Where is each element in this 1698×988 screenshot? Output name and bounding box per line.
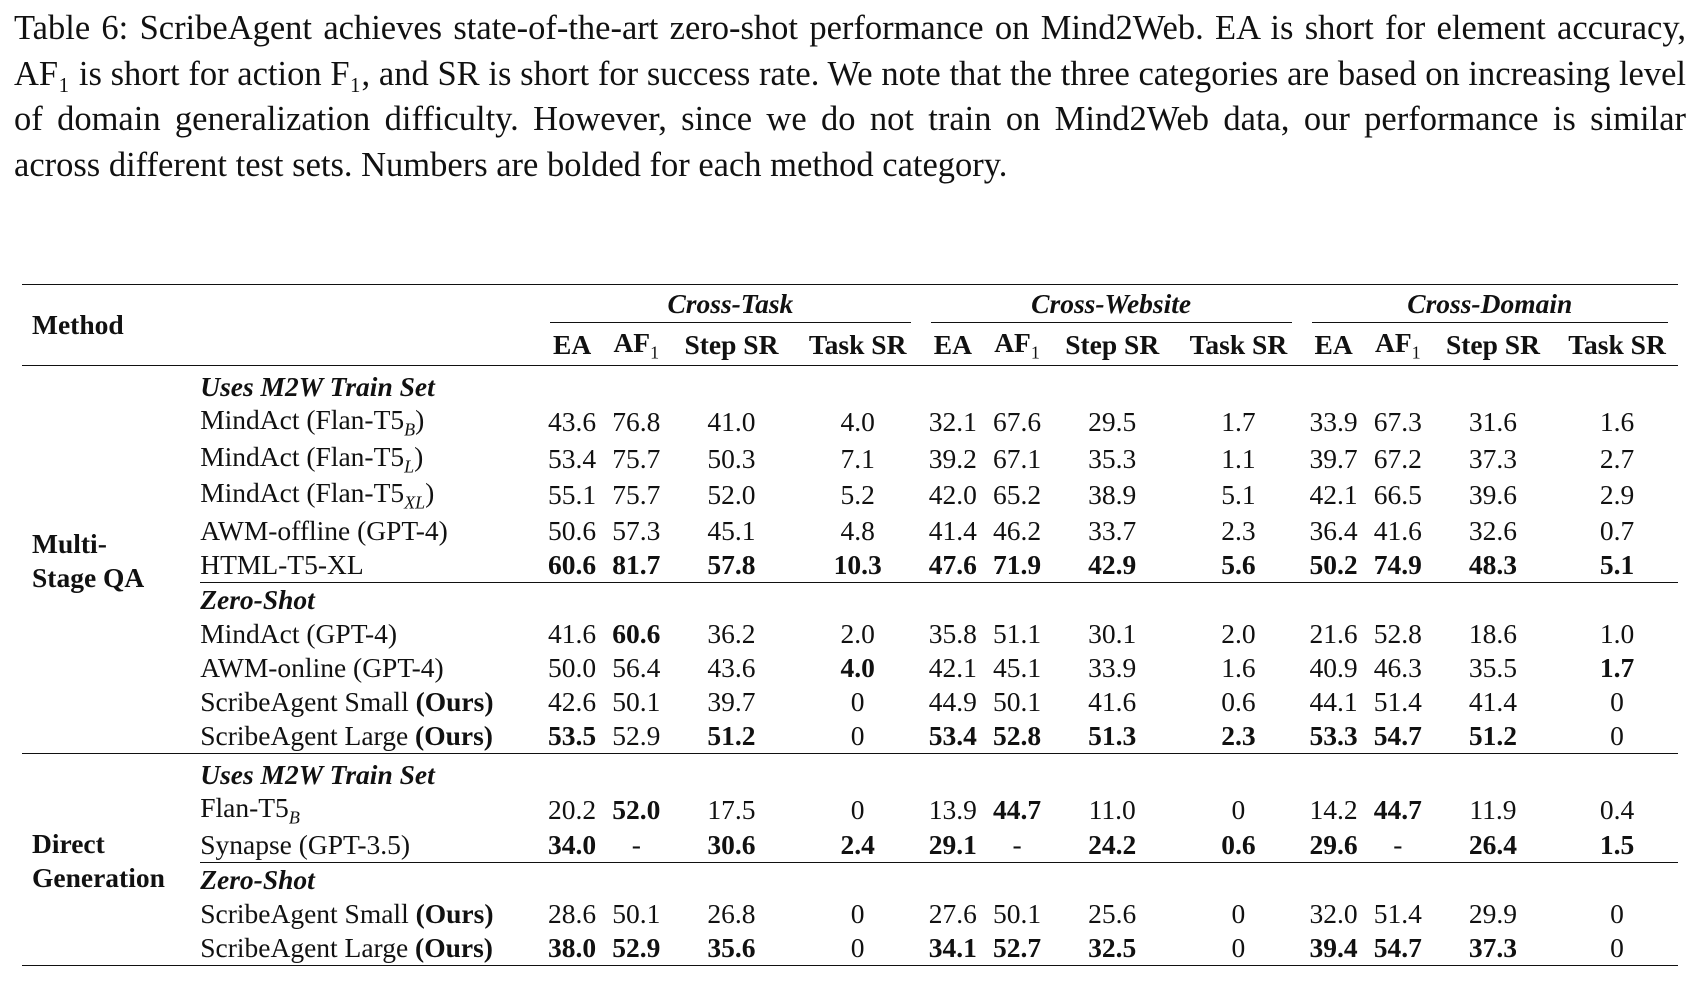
table-cell: 24.2 xyxy=(1088,829,1137,860)
ea-header: EA xyxy=(540,325,604,366)
table-cell: 32.1 xyxy=(928,406,977,438)
table-cell: 66.5 xyxy=(1373,479,1422,511)
subcategory-row xyxy=(22,863,1678,898)
method-header: Method xyxy=(22,285,200,366)
table-cell: 67.6 xyxy=(992,406,1042,438)
table-cell: 42.9 xyxy=(1088,548,1137,580)
table-cell: 67.3 xyxy=(1373,406,1422,438)
method-name: MindAct $(Flan-T5_{XL})$ xyxy=(200,477,435,513)
table-cell: 51.4 xyxy=(1373,898,1422,929)
table-cell: 21.6 xyxy=(1309,617,1358,649)
method-name: AWM-offline (GPT-4) xyxy=(200,514,448,546)
table-cell: 41.6 xyxy=(1088,685,1137,717)
table-cell: 20.2 xyxy=(548,793,597,825)
table-cell: 76.8 xyxy=(612,406,661,438)
table-cell: 37.3 xyxy=(1430,931,1556,966)
table-cell: 30.6 xyxy=(707,829,756,860)
table-cell: 40.9 xyxy=(1309,651,1358,683)
table-row xyxy=(22,651,1678,685)
table-cell: 0 xyxy=(1610,898,1624,929)
table-cell: 5.1 xyxy=(1221,479,1256,511)
subcategory-row xyxy=(22,582,1678,617)
table-cell: 52.9 xyxy=(612,719,661,751)
method-name: ScribeAgent Large (Ours) xyxy=(200,719,493,751)
ea-header: EA xyxy=(1302,325,1366,366)
table-cell: 36.2 xyxy=(707,617,756,649)
table-row xyxy=(22,897,1678,931)
table-cell: 51.4 xyxy=(1373,685,1422,717)
table-cell: 47.6 xyxy=(928,548,977,580)
table-cell: 42.0 xyxy=(928,479,977,511)
table-cell: 32.5 xyxy=(1049,931,1175,966)
table-cell: 0 xyxy=(1231,793,1246,825)
table-cell: 5.2 xyxy=(840,479,875,511)
table-cell: 33.9 xyxy=(1088,651,1137,683)
table-cell: 38.0 xyxy=(540,931,604,966)
subcategory-label: Zero-Shot xyxy=(200,582,1678,617)
table-cell: 67.1 xyxy=(992,442,1042,474)
table-cell: 29.5 xyxy=(1088,406,1137,438)
subcategory-row xyxy=(22,753,1678,792)
table-cell: 5.6 xyxy=(1221,548,1256,580)
table-row xyxy=(22,719,1678,754)
table-cell: 1.1 xyxy=(1221,442,1256,474)
table-cell: 32.0 xyxy=(1309,898,1358,929)
table-cell: 26.8 xyxy=(707,898,756,929)
table-cell: 50.3 xyxy=(707,442,756,474)
table-cell: 1.5 xyxy=(1599,829,1635,860)
table-cell: 27.6 xyxy=(928,898,977,929)
table-cell: 39.2 xyxy=(928,442,977,474)
table-cell: 41.4 xyxy=(1468,685,1518,717)
table-cell: 46.3 xyxy=(1373,651,1422,683)
table-cell: 54.7 xyxy=(1366,931,1430,966)
table-cell: 18.6 xyxy=(1468,617,1518,649)
table-cell: 42.1 xyxy=(928,651,977,683)
table-cell: - xyxy=(631,829,641,860)
table-cell: 1.6 xyxy=(1221,651,1256,683)
table-cell: 39.6 xyxy=(1468,479,1518,511)
table-cell: 29.1 xyxy=(928,829,977,860)
table-cell: 50.1 xyxy=(992,898,1042,929)
table-cell: 35.5 xyxy=(1468,651,1518,683)
table-cell: 48.3 xyxy=(1468,548,1518,580)
step-sr-header: Step SR xyxy=(1049,325,1175,366)
table-cell: 35.8 xyxy=(928,617,977,649)
table-cell: 38.9 xyxy=(1088,479,1137,511)
table-cell: 54.7 xyxy=(1373,719,1422,751)
table-row xyxy=(22,477,1678,514)
table-cell: 11.0 xyxy=(1088,793,1136,825)
table-cell: 44.7 xyxy=(992,793,1042,825)
method-name: MindAct $(Flan-T5_L)$ xyxy=(200,440,424,476)
table-cell: 43.6 xyxy=(707,651,756,683)
method-name: HTML-T5-XL xyxy=(200,548,364,580)
table-cell: 33.9 xyxy=(1309,406,1358,438)
category-direct-generation: Direct Generation xyxy=(22,753,200,966)
ea-header: EA xyxy=(921,325,985,366)
table-cell: 2.7 xyxy=(1599,442,1635,474)
table-cell: 43.6 xyxy=(548,406,597,438)
table-cell: 0 xyxy=(850,793,865,825)
table-cell: 30.1 xyxy=(1088,617,1137,649)
table-cell: 50.1 xyxy=(612,685,661,717)
cross-website-header: Cross-Website xyxy=(921,285,1302,326)
table-cell: 51.3 xyxy=(1088,719,1137,751)
method-name: ScribeAgent Small (Ours) xyxy=(200,898,494,929)
af1-header: $AF_1$ xyxy=(985,325,1049,366)
table-cell: 52.7 xyxy=(985,931,1049,966)
table-row xyxy=(22,685,1678,719)
table-cell: 57.3 xyxy=(612,514,661,546)
table-cell: 55.1 xyxy=(548,479,597,511)
table-cell: 35.6 xyxy=(668,931,794,966)
table-cell: 44.9 xyxy=(928,685,977,717)
table-cell: 1.6 xyxy=(1599,406,1635,438)
table-cell: 39.4 xyxy=(1302,931,1366,966)
table-cell: 13.9 xyxy=(928,793,977,825)
table-cell: 0.6 xyxy=(1221,829,1256,860)
method-name: Synapse (GPT-3.5) xyxy=(200,829,411,860)
method-name: ScribeAgent Large (Ours) xyxy=(200,931,540,966)
table-cell: 52.8 xyxy=(1373,617,1422,649)
method-name: AWM-online (GPT-4) xyxy=(200,651,444,683)
task-sr-header: Task SR xyxy=(795,325,921,366)
category-multi-stage-qa: Multi- Stage QA xyxy=(22,366,200,754)
table-cell: 41.6 xyxy=(1373,514,1422,546)
table-cell: 2.3 xyxy=(1221,514,1256,546)
table-cell: 51.1 xyxy=(992,617,1042,649)
table-cell: 35.3 xyxy=(1088,442,1137,474)
table-cell: 75.7 xyxy=(612,442,661,474)
table-cell: 33.7 xyxy=(1088,514,1137,546)
table-cell: 4.0 xyxy=(840,651,875,683)
table-cell: 36.4 xyxy=(1309,514,1358,546)
table-cell: 17.5 xyxy=(707,793,756,825)
table-cell: 0.6 xyxy=(1221,685,1256,717)
table-cell: 81.7 xyxy=(612,548,661,580)
table-cell: 45.1 xyxy=(707,514,756,546)
table-cell: 26.4 xyxy=(1468,829,1518,860)
table-cell: 45.1 xyxy=(992,651,1042,683)
table-caption: Table 6: ScribeAgent achieves state-of-the-art zero-shot performance on Mind2Web. EA is short for element accuracy, AF₁ is short for action F₁, and SR is short for success rate. We note that the three categories are based on increasing level of domain generalization difficulty. However, since we do not train on Mind2Web data, our performance is similar across different test sets. Numbers are bolded for each method category. xyxy=(14,9,1686,184)
table-cell: 41.6 xyxy=(548,617,597,649)
table-cell: 0 xyxy=(850,685,865,717)
table-cell: 65.2 xyxy=(992,479,1042,511)
table-cell: 53.4 xyxy=(548,442,597,474)
table-cell: 37.3 xyxy=(1468,442,1518,474)
cross-domain-header: Cross-Domain xyxy=(1302,285,1678,326)
table-cell: 1.0 xyxy=(1599,617,1635,649)
table-cell: 39.7 xyxy=(707,685,756,717)
table-cell: 51.2 xyxy=(707,719,756,751)
table-cell: 29.6 xyxy=(1309,829,1358,860)
cross-task-header: Cross-Task xyxy=(540,285,921,326)
table-cell: 0 xyxy=(850,898,865,929)
table-cell: 52.0 xyxy=(707,479,756,511)
table-cell: 39.7 xyxy=(1309,442,1358,474)
table-cell: 44.1 xyxy=(1309,685,1358,717)
table-cell: 67.2 xyxy=(1373,442,1422,474)
table-row xyxy=(22,548,1678,583)
table-cell: 0.4 xyxy=(1599,793,1635,825)
table-cell: 25.6 xyxy=(1088,898,1137,929)
table-cell: 28.6 xyxy=(548,898,597,929)
table-cell: 0 xyxy=(795,931,921,966)
table-cell: 41.0 xyxy=(707,406,756,438)
table-cell: 2.4 xyxy=(840,829,875,860)
table-cell: 44.7 xyxy=(1373,793,1422,825)
table-cell: 75.7 xyxy=(612,479,661,511)
table-cell: 51.2 xyxy=(1468,719,1518,751)
table-row xyxy=(22,931,1678,966)
table-cell: 11.9 xyxy=(1469,793,1517,825)
table-cell: 0 xyxy=(1610,719,1624,751)
table-row xyxy=(22,404,1678,441)
table-cell: 56.4 xyxy=(612,651,661,683)
table-cell: 50.2 xyxy=(1309,548,1358,580)
table-row xyxy=(22,792,1678,829)
table-cell: 50.6 xyxy=(548,514,597,546)
table-cell: 60.6 xyxy=(548,548,597,580)
table-cell: 34.1 xyxy=(921,931,985,966)
table-cell: 46.2 xyxy=(992,514,1042,546)
table-cell: 50.0 xyxy=(548,651,597,683)
table-cell: 50.1 xyxy=(992,685,1042,717)
table-cell: 4.0 xyxy=(840,406,875,438)
table-cell: 2.3 xyxy=(1221,719,1256,751)
table-cell: 2.0 xyxy=(1221,617,1256,649)
table-cell: 52.8 xyxy=(992,719,1042,751)
af1-header: $AF_1$ xyxy=(604,325,668,366)
table-cell: 10.3 xyxy=(833,548,882,580)
method-name: ScribeAgent Small (Ours) xyxy=(200,685,494,717)
table-cell: 7.1 xyxy=(840,442,875,474)
table-cell: 0 xyxy=(850,719,865,751)
table-cell: 14.2 xyxy=(1309,793,1358,825)
table-cell: 57.8 xyxy=(707,548,756,580)
table-cell: 0 xyxy=(1556,931,1678,966)
table-cell: 1.7 xyxy=(1221,406,1256,438)
table-cell: 41.4 xyxy=(928,514,977,546)
results-table-wrapper xyxy=(22,284,1678,966)
table-cell: 0.7 xyxy=(1599,514,1635,546)
table-cell: 4.8 xyxy=(840,514,875,546)
table-cell: 74.9 xyxy=(1373,548,1422,580)
table-row xyxy=(22,514,1678,548)
table-cell: 52.9 xyxy=(604,931,668,966)
task-sr-header: Task SR xyxy=(1556,325,1678,366)
table-cell: 52.0 xyxy=(612,793,661,825)
table-cell: 0 xyxy=(1175,931,1301,966)
table-cell: 2.0 xyxy=(840,617,875,649)
results-table xyxy=(22,284,1678,966)
method-name: MindAct (GPT-4) xyxy=(200,617,398,649)
table-cell: 0 xyxy=(1231,898,1246,929)
table-cell: 50.1 xyxy=(612,898,661,929)
af1-header: $AF_1$ xyxy=(1366,325,1430,366)
table-cell: 34.0 xyxy=(548,829,597,860)
table-cell: 53.3 xyxy=(1309,719,1358,751)
table-cell: 2.9 xyxy=(1599,479,1635,511)
table-cell: 71.9 xyxy=(992,548,1042,580)
table-cell: 0 xyxy=(1610,685,1624,717)
table-cell: - xyxy=(1012,829,1022,860)
step-sr-header: Step SR xyxy=(1430,325,1556,366)
subcategory-label: Zero-Shot xyxy=(200,863,1678,898)
subcategory-label: Uses M2W Train Set xyxy=(200,753,1678,792)
method-name: Flan-$T5_B$ xyxy=(200,791,300,827)
table-cell: 42.1 xyxy=(1309,479,1358,511)
table-cell: 32.6 xyxy=(1468,514,1518,546)
subcategory-label: Uses M2W Train Set xyxy=(200,366,1678,405)
table-cell: 5.1 xyxy=(1599,548,1635,580)
table-cell: 31.6 xyxy=(1468,406,1518,438)
table-cell: 53.5 xyxy=(548,719,597,751)
table-cell: - xyxy=(1393,829,1403,860)
table-row xyxy=(22,617,1678,651)
step-sr-header: Step SR xyxy=(668,325,794,366)
table-row xyxy=(22,828,1678,863)
table-cell: 29.9 xyxy=(1468,898,1518,929)
method-name: MindAct $(Flan-T5_B)$ xyxy=(200,404,425,440)
table-cell: 42.6 xyxy=(548,685,597,717)
table-cell: 60.6 xyxy=(612,617,661,649)
table-row xyxy=(22,441,1678,478)
subcategory-row xyxy=(22,366,1678,405)
table-cell: 1.7 xyxy=(1599,651,1635,683)
table-cell: 53.4 xyxy=(928,719,977,751)
task-sr-header: Task SR xyxy=(1175,325,1301,366)
